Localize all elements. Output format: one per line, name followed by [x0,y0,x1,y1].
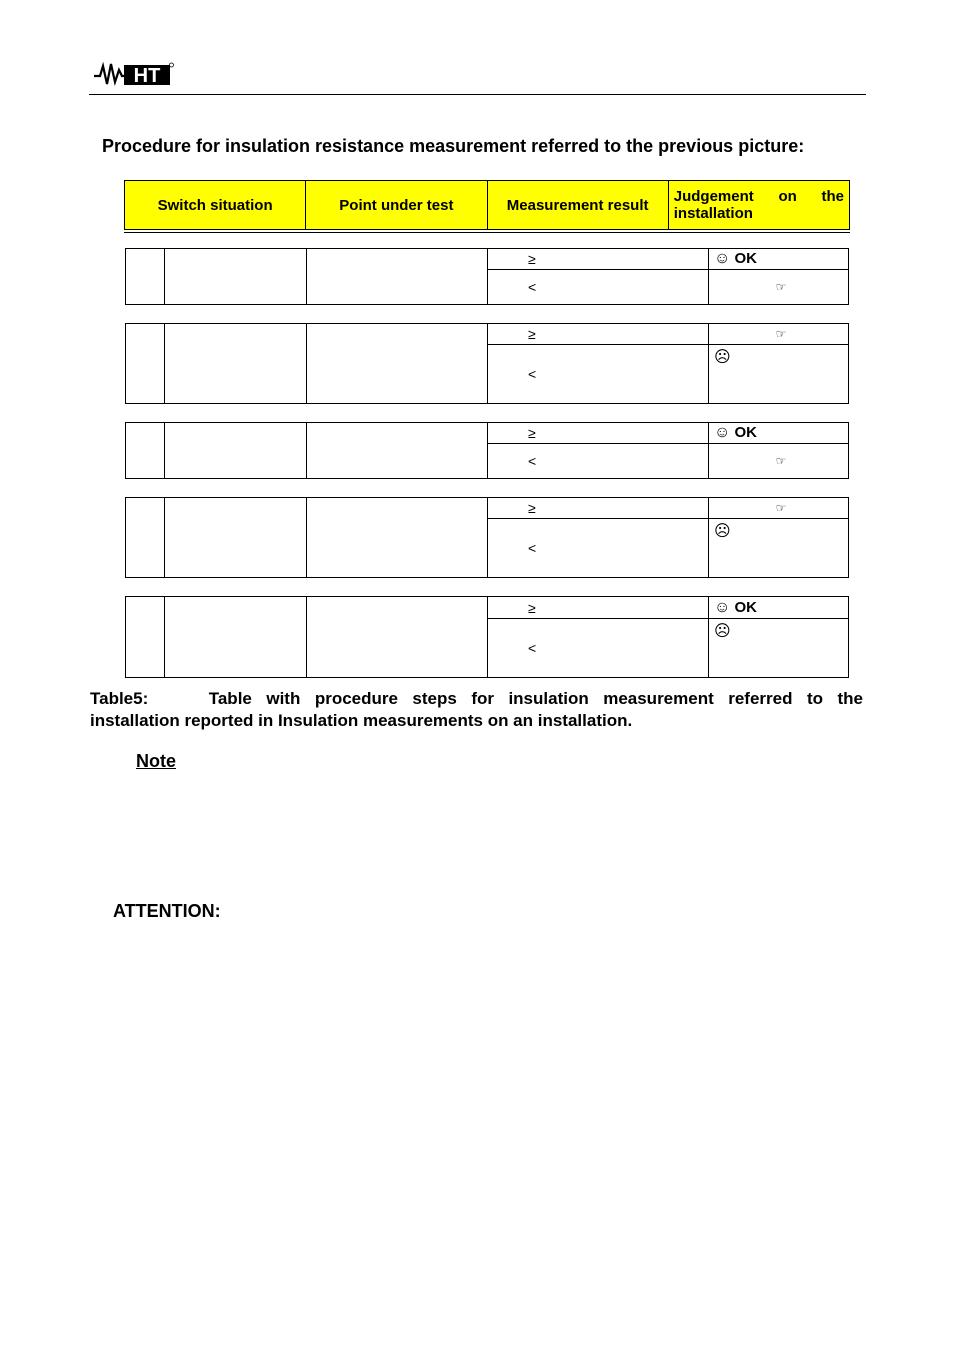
col-judgement: Judgement on the installation [668,181,849,230]
judgement-next [709,498,849,519]
page-heading: Procedure for insulation resistance measurement referred to the previous picture: [102,136,805,156]
step-1 [125,248,849,305]
frown-icon: ☹ [714,523,731,540]
smile-icon: ☺ [714,250,731,267]
logo-text: HT [133,65,161,87]
table-caption: Table5: Table with procedure steps for insulation measurement referred to the installation reported in Insulation measurements on an installation. [90,689,863,730]
frown-icon: ☹ [714,623,731,640]
step-5 [125,596,849,678]
table-header [124,180,850,230]
judgement-next [709,444,849,479]
smile-icon: ☺ [714,424,731,441]
col-point-under-test: Point under test [306,181,487,230]
result-ge: ≥ [488,249,709,270]
header-rule [89,94,866,95]
hand-pointer-icon: ☞ [775,327,787,341]
result-lt: < [488,345,709,404]
note-heading: Note [136,751,176,771]
smile-icon: ☺ [714,598,731,616]
attention-heading: ATTENTION: [113,901,221,921]
judgement-next [709,270,849,305]
judgement-ok: ☺ OK [709,597,849,619]
step-2 [125,323,849,404]
result-lt: < [488,270,709,305]
col-switch-situation: Switch situation [125,181,306,230]
result-ge: ≥ [488,597,709,619]
header-underline [124,232,850,233]
result-lt: < [488,619,709,678]
step-3 [125,422,849,479]
caption-label: Table5: [90,689,149,708]
result-ge: ≥ [488,498,709,519]
hand-pointer-icon: ☞ [775,454,787,468]
judgement-ok: ☺ OK [709,249,849,270]
judgement-fail [709,519,849,578]
result-ge: ≥ [488,423,709,444]
frown-icon: ☹ [714,349,731,366]
result-ge: ≥ [488,324,709,345]
col-measurement-result: Measurement result [487,181,668,230]
hand-pointer-icon: ☞ [775,501,787,515]
judgement-fail [709,619,849,678]
hand-pointer-icon: ☞ [775,280,787,294]
judgement-fail [709,345,849,404]
result-lt: < [488,444,709,479]
step-4 [125,497,849,578]
judgement-ok: ☺ OK [709,423,849,444]
judgement-next [709,324,849,345]
result-lt: < [488,519,709,578]
ht-logo-icon [94,60,174,88]
